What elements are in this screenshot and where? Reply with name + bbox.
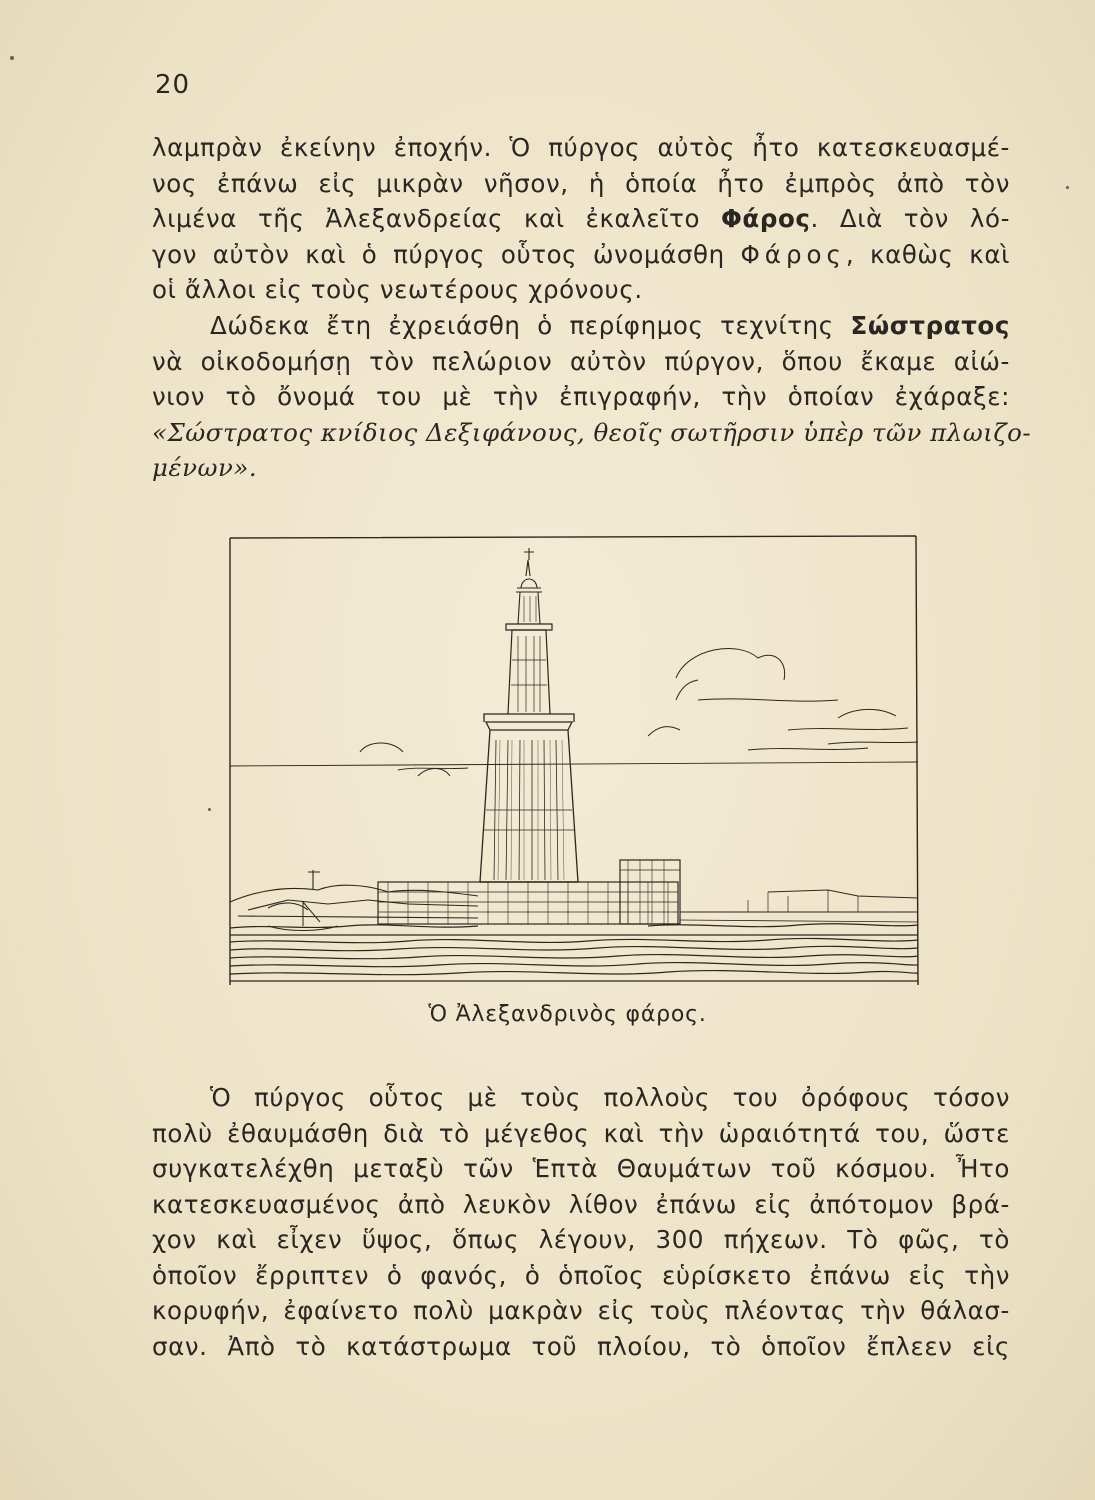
text-line: ὁποῖον ἔρριπτεν ὁ φανός, ὁ ὁποῖος εὑρίσκετο ἐπάνω εἰς τὴν — [152, 1260, 1010, 1290]
text-segment: , καθὼς καὶ — [845, 239, 1010, 269]
text-segment: λιμένα τῆς Ἀλεξανδρείας καὶ ἐκαλεῖτο — [152, 204, 721, 233]
spaced-pharos: Φάρος — [740, 239, 846, 269]
middle-tower — [506, 624, 552, 714]
paragraph-2 — [152, 308, 1032, 486]
text-segment: Δώδεκα ἔτη ἐχρειάσθη ὁ περίφημος τεχνίτης — [210, 311, 851, 340]
page-number: 20 — [155, 70, 191, 100]
text-line: συγκατελέχθη μεταξὺ τῶν Ἑπτὰ Θαυμάτων τοῦ κόσμου. Ἦτο — [152, 1154, 1010, 1183]
text-line: πολὺ ἐθαυμάσθη διὰ τὸ μέγεθος καὶ τὴν ὡραιότητά του, ὥστε — [152, 1118, 1010, 1148]
paper-speck — [1066, 186, 1069, 189]
text-line: κατεσκευασμένος ἀπὸ λευκὸν λίθον ἐπάνω εἰς ἀπότομον βρά- — [152, 1189, 1010, 1219]
figure-caption: Ὁ Ἀλεξανδρινὸς φάρος. — [428, 1002, 707, 1027]
text-line: σαν. Ἀπὸ τὸ κατάστρωμα τοῦ πλοίου, τὸ ὁποῖον ἔπλεεν εἰς — [152, 1331, 1010, 1361]
text-segment: γον αὐτὸν καὶ ὁ πύργος οὗτος ὠνομάσθη — [152, 239, 741, 269]
text-line: λαμπρὰν ἐκείνην ἐποχήν. Ὁ πύργος αὐτὸς ἦτο κατεσκευασμέ- — [152, 133, 1010, 162]
text-line — [152, 237, 1010, 273]
emphasis-pharos: Φάρος — [720, 204, 811, 233]
text-line: χον καὶ εἶχεν ὕψος, ὅπως λέγουν, 300 πήχεων. Τὸ φῶς, τὸ — [152, 1225, 1010, 1254]
paragraph-3 — [152, 1080, 1010, 1364]
inscription-quote-line: «Σώστρατος κνίδιος Δεξιφάνους, θεοῖς σωτῆρσιν ὑπὲρ τῶν πλωιζο- — [152, 417, 1032, 447]
text-line — [152, 201, 1010, 237]
text-line: νος ἐπάνω εἰς μικρὰν νῆσον, ἡ ὁποία ἦτο ἐμπρὸς ἀπὸ τὸν — [152, 168, 1010, 198]
left-shore — [230, 870, 478, 918]
clouds-right — [648, 648, 918, 750]
text-line: νὰ οἰκοδομήσῃ τὸν πελώριον αὐτὸν πύργον, ὅπου ἔκαμε αἰώ- — [152, 346, 1010, 376]
lower-tower — [480, 714, 578, 882]
frame-line — [230, 536, 918, 985]
horizon-line — [230, 762, 918, 766]
text-segment: . Διὰ τὸν λό- — [810, 204, 1011, 233]
sea-waves — [230, 924, 918, 981]
pharos-engraving — [228, 530, 920, 990]
text-line: κορυφήν, ἐφαίνετο πολὺ μακρὰν εἰς τοὺς πλέοντας τὴν θάλασ- — [152, 1296, 1010, 1325]
paper-speck — [10, 56, 14, 60]
text-line: νιον τὸ ὄνομά του μὲ τὴν ἐπιγραφήν, τὴν ὁποίαν ἐχάραξε: — [152, 382, 1010, 411]
paragraph-1 — [152, 130, 1010, 308]
upper-tower — [516, 548, 542, 624]
text-line: Ὁ πύργος οὗτος μὲ τοὺς πολλοὺς του ὀρόφους τόσον — [210, 1083, 1010, 1112]
lighthouse-base — [378, 860, 680, 924]
text-line — [152, 308, 1010, 344]
lighthouse-illustration — [228, 530, 920, 990]
paper-speck — [208, 808, 211, 811]
emphasis-sostratos: Σώστρατος — [850, 311, 1010, 340]
text-line: οἱ ἄλλοι εἰς τοὺς νεωτέρους χρόνους. — [152, 275, 643, 304]
inscription-quote-line: μένων». — [152, 453, 258, 482]
right-shore-buildings — [680, 890, 918, 922]
